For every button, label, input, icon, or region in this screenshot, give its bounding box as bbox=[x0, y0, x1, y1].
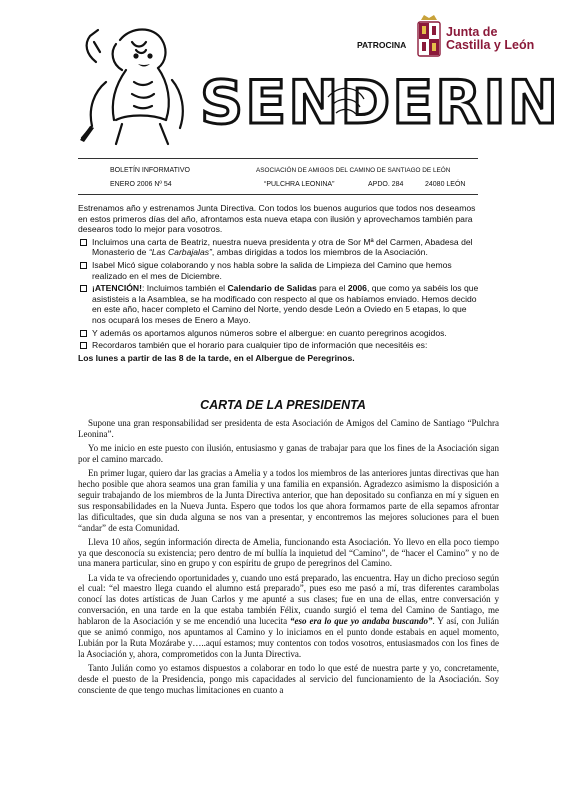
paragraph-text: . Y así, con Julián que se animó conmigo, nos apuntamos al Camino y lo iniciamos en el punto donde estabais en aquel momento, Lubián por la Ruta Mozárabe y…..aquí estamos; muy contentos con todos vosotros, entusiasmados con los fines de la Asociación y, ahora, comprometidos con la Junta Directiva. bbox=[78, 616, 499, 659]
paragraph-text: La vida te va ofreciendo oportunidades y, cuando uno está preparado, las encuentra. Hay un dicho precioso según el cual: “el maestro llega cuando el alumno está preparado”, pues eso me pasó a mí, tras diferentes carambolas conocí las dotes artísticas de Juan Carlos y me apunté a sus clases; fue en una de ellas, entre conversación y conversación, en una tarde en la que estaba también Félix, cuando surgió el tema del Camino de Santiago, me hablaron de la Asociación y se me encendió una lucecita bbox=[78, 572, 499, 627]
item-text: , ambas dirigidas a todos los miembros de la Asociación. bbox=[211, 247, 428, 258]
letter-paragraph: Lleva 10 años, según información directa de Amelia, funcionando esta Asociación. Yo llevo en ella poco tiempo ya que desconocía su existencia; pero dentro de mí bullía la inquietud del “Camino”, de “hacer el Camino” y no de una manera particular, sino en grupo y con espíritu de grupo de peregrinos del Camino. bbox=[78, 536, 499, 569]
checkbox-bullet-icon bbox=[80, 262, 87, 269]
office-hours: Los lunes a partir de las 8 de la tarde, en el Albergue de Peregrinos. bbox=[78, 352, 355, 363]
header-rule-top bbox=[78, 158, 478, 159]
letter-paragraph: En primer lugar, quiero dar las gracias a Amelia y a todos los miembros de las anteriores juntas directivas que han hecho posible que ahora seamos una gran familia y una familia en expansión. Agradezco asimismo la disposición a seguir trabajando de los miembros de la Junta Directiva anterior, que han depositado su confianza en mí y siguen en sus responsabilidades en la Nueva Junta. Espero que todos los que ahora formamos parte de ella sepamos afrontar las dificultades, que sin duda alguna se nos van a presentar, y encontremos las mejores soluciones para el buen “andar” de esta Comunidad. bbox=[78, 468, 499, 533]
quote-text: “eso era lo que yo andaba buscando” bbox=[290, 616, 433, 627]
letter-paragraph bbox=[78, 573, 499, 660]
intro-section bbox=[78, 203, 482, 363]
checkbox-bullet-icon bbox=[80, 239, 87, 246]
coat-of-arms-icon bbox=[416, 14, 442, 60]
item-text: , que como ya sabéis los que asististeis a la Asamblea, se ha modificado con respecto al que os habíamos enviado. Hemos decido en este año, hacer completo el Camino del Norte, yendo desde León a Oviedo en 5 etapas, lo que nos ocupará los meses de Enero a Mayo. bbox=[92, 283, 479, 325]
item-text: para el bbox=[316, 283, 348, 294]
checkbox-bullet-icon bbox=[80, 342, 87, 349]
issue-label: ENERO 2006 Nº 54 bbox=[110, 181, 172, 188]
list-item bbox=[78, 340, 482, 351]
year-label: 2006 bbox=[347, 283, 367, 294]
letter-title: CARTA DE LA PRESIDENTA bbox=[200, 398, 366, 412]
letter-paragraph: Tanto Julián como yo estamos dispuestos a colaborar en todo lo que esté de nuestra parte y yo, concretamente, desde el puesto de la Presidencia, pongo mis capacidades al servicio del funcionamiento de la Asociación. Soy consciente de que tengo muchas limitaciones en cuanto a bbox=[78, 662, 499, 695]
list-item bbox=[78, 237, 482, 258]
item-text: Y además os aportamos algunos números sobre el albergue: en cuanto peregrinos acogidos. bbox=[92, 327, 447, 338]
intro-paragraph: Estrenamos año y estrenamos Junta Directiva. Con todos los buenos augurios que todos nos deseamos en estos primeros días del año, afrontamos esta nueva etapa con ilusión y aprovechamos también para desearos todo lo mejor para vosotros. bbox=[78, 203, 476, 235]
sponsor-name-line1: Junta de bbox=[446, 25, 498, 39]
svg-text:SENDERIN: SENDERIN bbox=[200, 68, 560, 138]
letter-body bbox=[78, 418, 499, 699]
item-text: Incluimos una carta de Beatriz, nuestra nueva presidenta y otra de Sor Mª del Carmen, Abadesa del Monasterio de bbox=[92, 236, 473, 258]
attention-label: ¡ATENCIÓN! bbox=[92, 283, 142, 294]
calendar-label: Calendario de Salidas bbox=[227, 283, 317, 294]
news-list bbox=[78, 237, 482, 351]
list-item bbox=[78, 260, 482, 281]
list-item bbox=[78, 328, 482, 339]
association-label: ASOCIACIÓN DE AMIGOS DEL CAMINO DE SANTIAGO DE LEÓN bbox=[256, 167, 451, 174]
pilgrim-illustration bbox=[76, 22, 196, 147]
association-name: “PULCHRA LEONINA” bbox=[264, 181, 335, 188]
sponsor-name bbox=[446, 26, 534, 52]
item-text: : Incluimos también el bbox=[141, 283, 228, 294]
city-postcode: 24080 LEÓN bbox=[425, 181, 466, 188]
bulletin-label: BOLETÍN INFORMATIVO bbox=[110, 167, 190, 174]
checkbox-bullet-icon bbox=[80, 285, 87, 292]
letter-paragraph: Supone una gran responsabilidad ser presidenta de esta Asociación de Amigos del Camino de Santiago “Pulchra Leonina”. bbox=[78, 418, 499, 439]
po-box: APDO. 284 bbox=[368, 181, 404, 188]
sponsor-name-line2: Castilla y León bbox=[446, 38, 535, 52]
list-item bbox=[78, 283, 482, 325]
masthead-logo bbox=[196, 65, 560, 138]
item-text: Recordaros también que el horario para cualquier tipo de información que necesitéis es: bbox=[92, 340, 428, 351]
header-rule-bottom bbox=[78, 194, 478, 195]
monastery-name: “Las Carbajalas” bbox=[148, 247, 212, 258]
checkbox-bullet-icon bbox=[80, 330, 87, 337]
item-text: Isabel Micó sigue colaborando y nos habla sobre la salida de Limpieza del Camino que hemos realizado en el mes de Diciembre. bbox=[92, 259, 452, 281]
sponsor-label: PATROCINA bbox=[357, 40, 407, 50]
letter-paragraph: Yo me inicio en este puesto con ilusión, entusiasmo y ganas de trabajar para que los fines de la Asociación sigan por el camino marcado. bbox=[78, 443, 499, 464]
